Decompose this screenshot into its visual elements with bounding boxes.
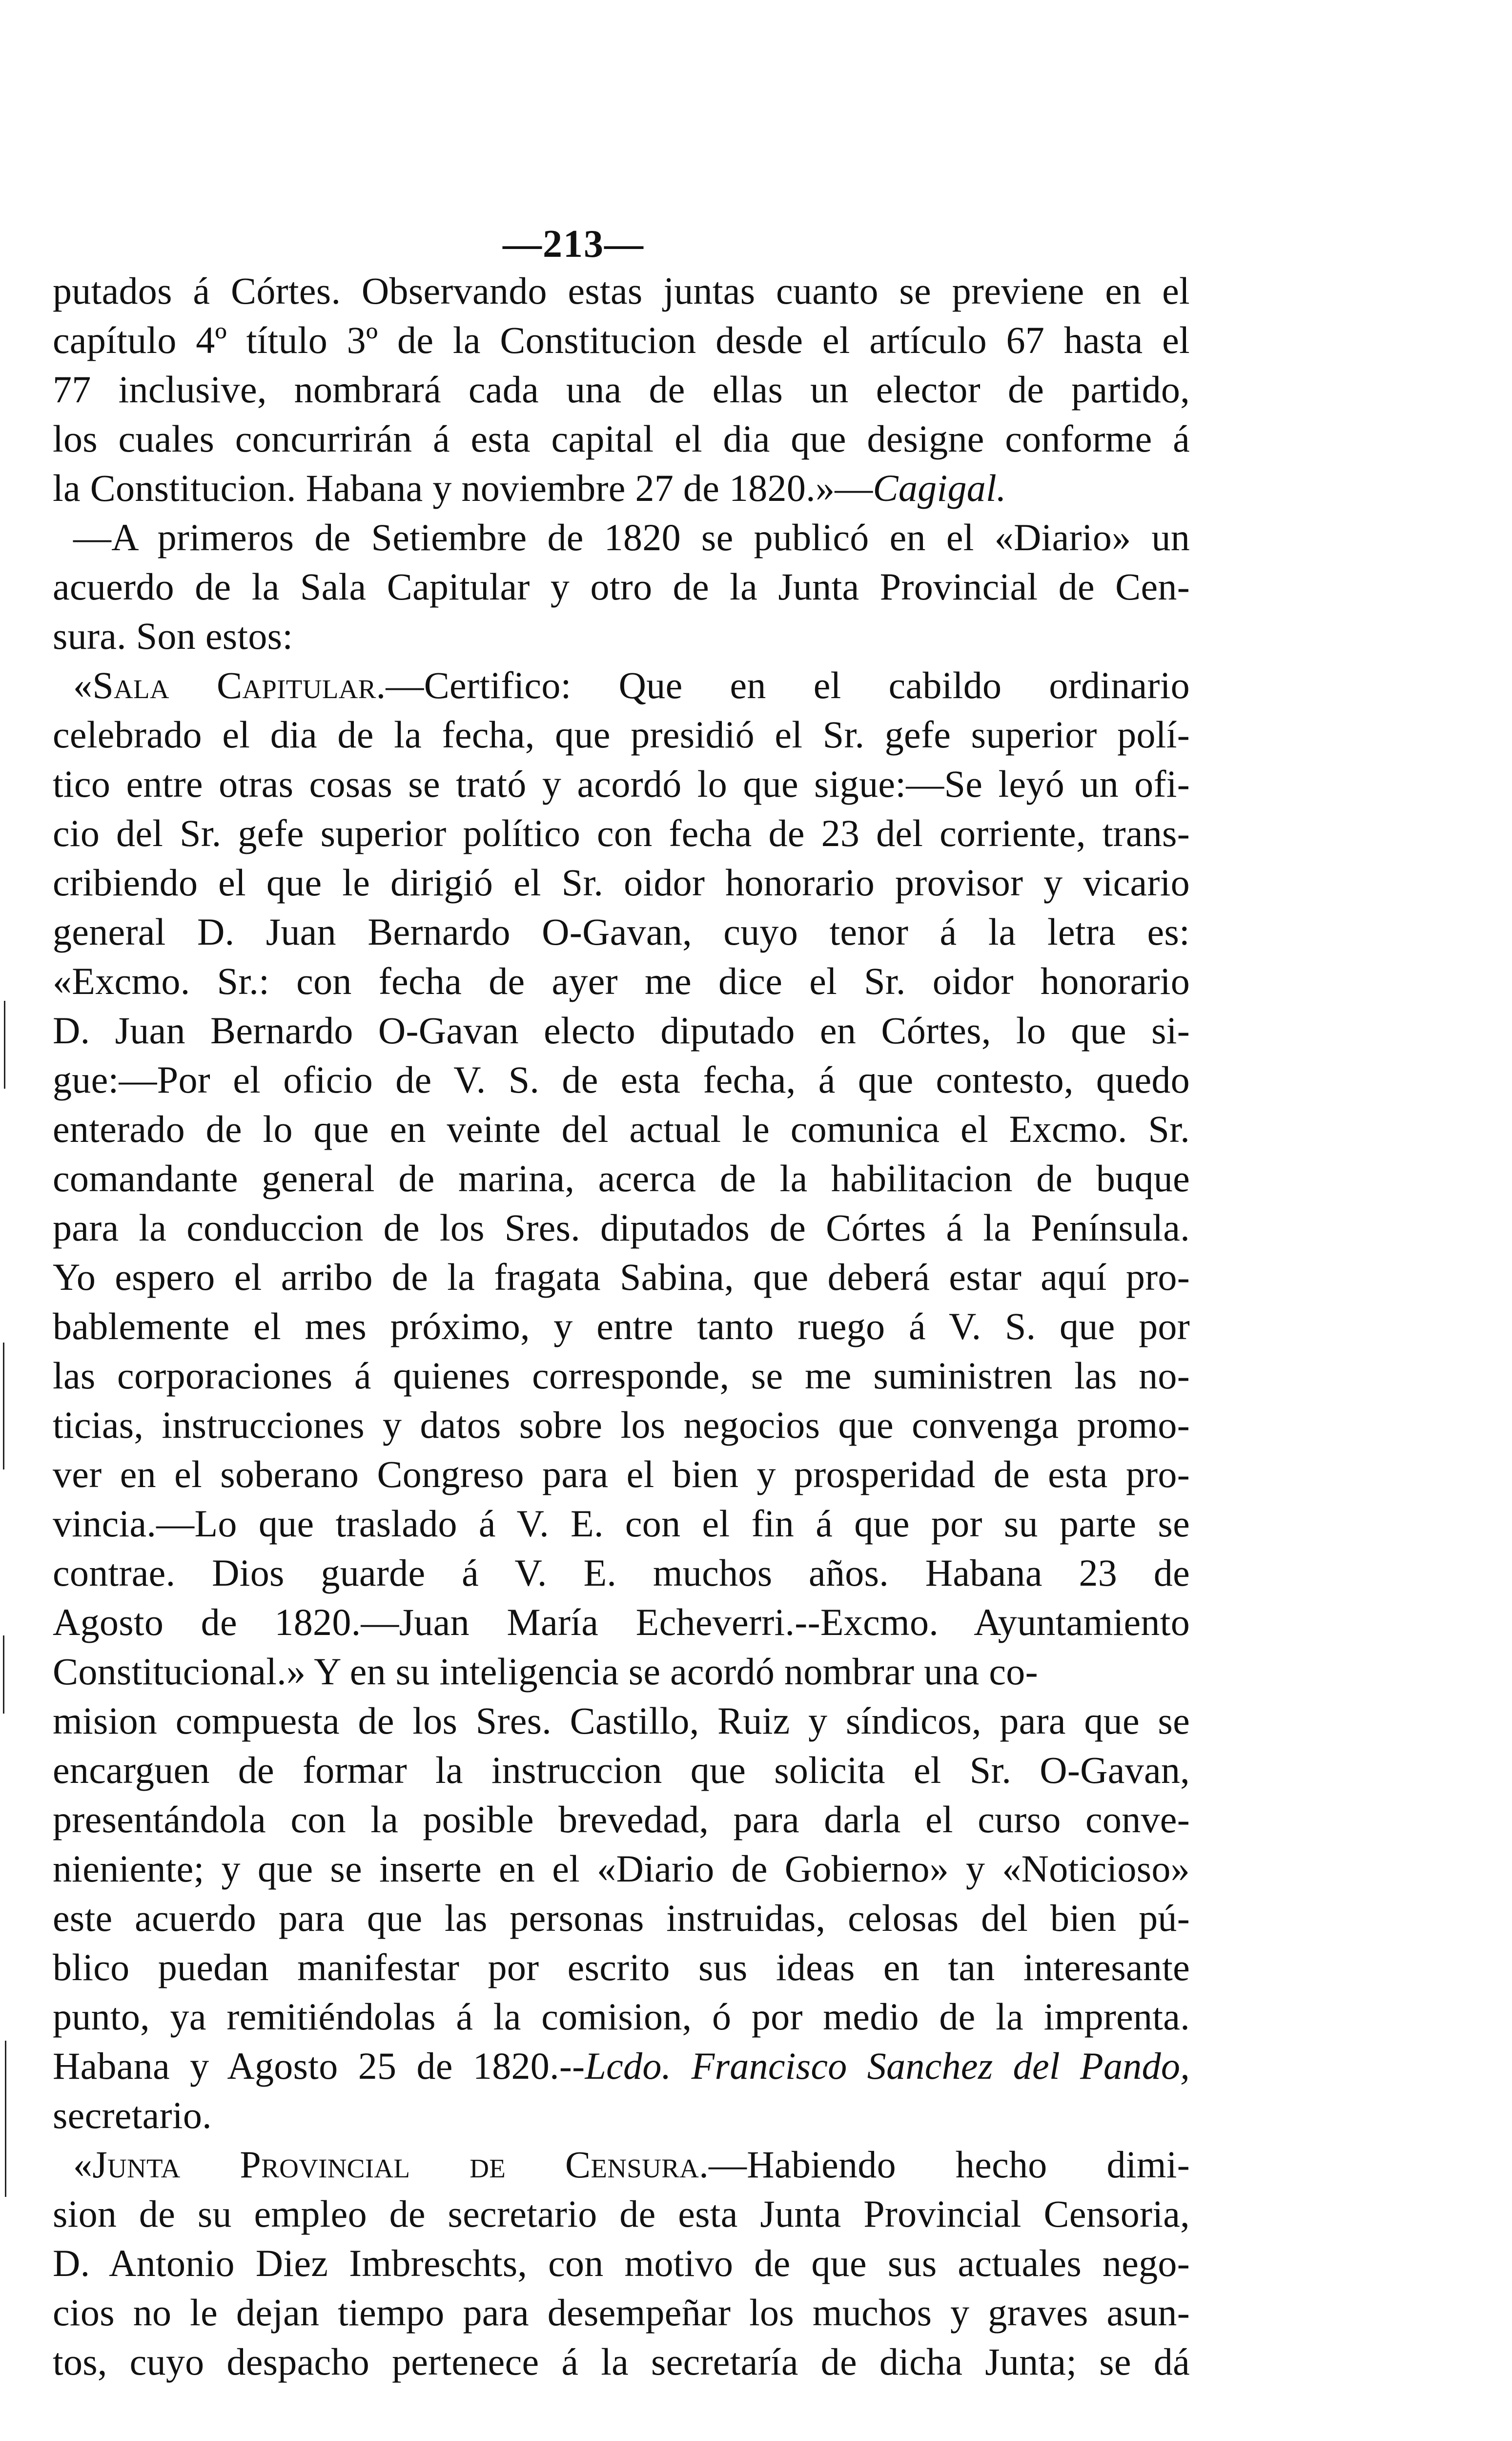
- text-line: blico puedan manifestar por escrito sus ideas en tan interesante: [53, 1946, 1190, 1988]
- text-line: sura. Son estos:: [53, 615, 293, 657]
- text-line: las corporaciones á quienes corresponde, se me suministren las no-: [53, 1354, 1190, 1397]
- text-line: Constitucional.» Y en su inteligencia se acordó nombrar una co-: [53, 1650, 1038, 1693]
- text-line: punto, ya remitiéndolas á la comision, ó por medio de la imprenta.: [53, 1995, 1190, 2038]
- text-line: bablemente el mes próximo, y entre tanto ruego á V. S. que por: [53, 1305, 1190, 1347]
- scan-edge-mark: [4, 1001, 5, 1089]
- text-line: cios no le dejan tiempo para desempeñar los muchos y graves asun-: [53, 2291, 1190, 2334]
- text-line: —A primeros de Setiembre de 1820 se publicó en el «Diario» un: [73, 516, 1190, 559]
- text-line: [53, 2140, 1190, 2189]
- signature-text: Cagigal.: [873, 467, 1006, 509]
- text-line: general D. Juan Bernardo O-Gavan, cuyo tenor á la letra es:: [53, 910, 1190, 953]
- text-line: secretario.: [53, 2094, 212, 2136]
- text-line: celebrado el dia de la fecha, que presidió el Sr. gefe superior polí-: [53, 713, 1190, 756]
- text-line: tos, cuyo despacho pertenece á la secretaría de dicha Junta; se dá: [53, 2340, 1190, 2383]
- text-line: acuerdo de la Sala Capitular y otro de la Junta Provincial de Cen-: [53, 565, 1190, 608]
- scan-edge-mark: [3, 1343, 4, 1469]
- text-line: ver en el soberano Congreso para el bien y prosperidad de esta pro-: [53, 1453, 1190, 1495]
- text-line: «Excmo. Sr.: con fecha de ayer me dice el Sr. oidor honorario: [53, 960, 1190, 1002]
- text-line: putados á Córtes. Observando estas juntas cuanto se previene en el: [53, 269, 1190, 312]
- text-line: vincia.—Lo que traslado á V. E. con el fin á que por su parte se: [53, 1502, 1190, 1545]
- body-text: [53, 266, 1190, 2386]
- text-line: presentándola con la posible brevedad, para darla el curso conve-: [53, 1798, 1190, 1841]
- text-line: encarguen de formar la instruccion que solicita el Sr. O-Gavan,: [53, 1749, 1190, 1791]
- text-line: ticias, instrucciones y datos sobre los negocios que convenga promo-: [53, 1404, 1190, 1446]
- text-segment: .—Habiendo hecho dimi-: [699, 2143, 1190, 2186]
- text-line: cio del Sr. gefe superior político con fecha de 23 del corriente, trans-: [53, 812, 1190, 854]
- text-line: [53, 2041, 1190, 2090]
- text-line: gue:—Por el oficio de V. S. de esta fecha, á que contesto, quedo: [53, 1058, 1190, 1101]
- text-line: 77 inclusive, nombrará cada una de ellas un elector de partido,: [53, 368, 1190, 411]
- text-segment: «: [73, 664, 93, 706]
- text-line: este acuerdo para que las personas instruidas, celosas del bien pú-: [53, 1897, 1190, 1939]
- scan-edge-mark: [3, 1635, 4, 1714]
- text-segment: Habana y Agosto 25 de 1820.--: [53, 2045, 585, 2087]
- text-line: tico entre otras cosas se trató y acordó lo que sigue:—Se leyó un ofi-: [53, 763, 1190, 805]
- scan-edge-mark: [5, 2041, 6, 2197]
- signature-text: Lcdo. Francisco Sanchez del Pando,: [585, 2045, 1190, 2087]
- section-heading: Sala Capitular: [92, 664, 376, 706]
- text-segment: «: [73, 2143, 93, 2186]
- section-heading: Junta Provincial de Censura: [92, 2143, 699, 2186]
- text-line: [53, 463, 1190, 513]
- text-line: Yo espero el arribo de la fragata Sabina, que deberá estar aquí pro-: [53, 1256, 1190, 1298]
- text-line: comandante general de marina, acerca de la habilitacion de buque: [53, 1157, 1190, 1200]
- text-line: contrae. Dios guarde á V. E. muchos años. Habana 23 de: [53, 1551, 1190, 1594]
- text-line: cribiendo el que le dirigió el Sr. oidor honorario provisor y vicario: [53, 861, 1190, 904]
- text-line: enterado de lo que en veinte del actual le comunica el Excmo. Sr.: [53, 1108, 1190, 1150]
- page-number: —213—: [503, 223, 644, 266]
- text-line: capítulo 4º título 3º de la Constitucion desde el artículo 67 hasta el: [53, 319, 1190, 361]
- text-line: nieniente; y que se inserte en el «Diario de Gobierno» y «Noticioso»: [53, 1847, 1190, 1890]
- text-line: D. Antonio Diez Imbreschts, con motivo de que sus actuales nego-: [53, 2242, 1190, 2284]
- text-line: mision compuesta de los Sres. Castillo, Ruiz y síndicos, para que se: [53, 1699, 1190, 1742]
- text-line: sion de su empleo de secretario de esta Junta Provincial Censoria,: [53, 2193, 1190, 2235]
- text-line: D. Juan Bernardo O-Gavan electo diputado en Córtes, lo que si-: [53, 1009, 1190, 1052]
- text-line: [53, 661, 1190, 710]
- text-line: Agosto de 1820.—Juan María Echeverri.--Excmo. Ayuntamiento: [53, 1601, 1190, 1643]
- text-segment: .—Certifico: Que en el cabildo ordinario: [376, 664, 1190, 706]
- text-line: los cuales concurrirán á esta capital el dia que designe conforme á: [53, 417, 1190, 460]
- text-segment: la Constitucion. Habana y noviembre 27 de 1820.»—: [53, 467, 873, 509]
- text-line: para la conduccion de los Sres. diputados de Córtes á la Península.: [53, 1206, 1190, 1249]
